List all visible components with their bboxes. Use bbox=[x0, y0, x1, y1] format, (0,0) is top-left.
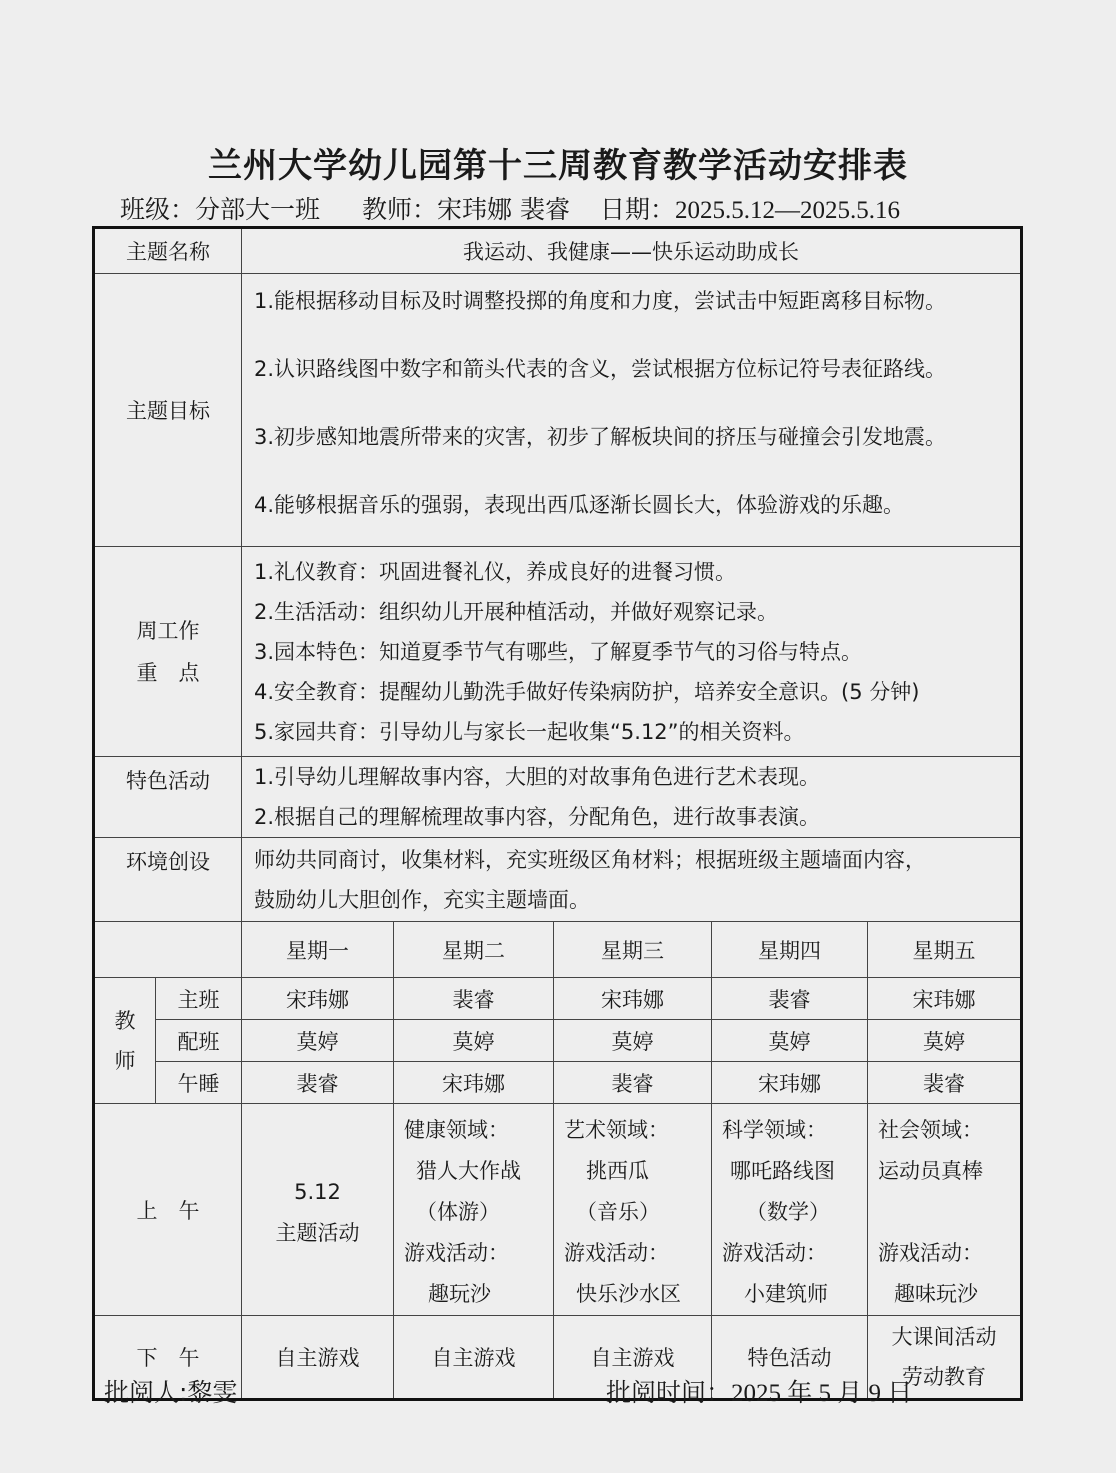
morning-label: 上 午 bbox=[94, 1104, 242, 1316]
teacher-name: 莫婷 bbox=[242, 1020, 394, 1062]
teacher-name: 裴睿 bbox=[394, 978, 554, 1020]
teacher-name: 莫婷 bbox=[394, 1020, 554, 1062]
weekly-focus-row bbox=[94, 547, 1022, 757]
class-label: 班级：分部大一班 bbox=[120, 195, 321, 224]
environment-label: 环境创设 bbox=[94, 838, 242, 922]
teacher-name: 宋玮娜 bbox=[712, 1062, 868, 1104]
morning-fri: 社会领域： 运动员真棒 游戏活动： 趣味玩沙 bbox=[868, 1104, 1022, 1316]
feature-label: 特色活动 bbox=[94, 757, 242, 838]
reviewer: 批阅人:黎雯 bbox=[104, 1378, 238, 1407]
feature-item: 1.引导幼儿理解故事内容，大胆的对故事角色进行艺术表现。 bbox=[254, 765, 821, 789]
teacher-name: 裴睿 bbox=[242, 1062, 394, 1104]
theme-name-row bbox=[94, 228, 1022, 274]
morning-mon: 5.12 主题活动 bbox=[242, 1104, 394, 1316]
afternoon-mon: 自主游戏 bbox=[242, 1316, 394, 1400]
weekly-item: 4.安全教育：提醒幼儿勤洗手做好传染病防护，培养安全意识。(5 分钟) bbox=[254, 679, 920, 704]
environment-text: 师幼共同商讨，收集材料，充实班级区角材料；根据班级主题墙面内容， 鼓励幼儿大胆创作，充实主题墙面。 bbox=[242, 838, 1022, 922]
role-label: 配班 bbox=[156, 1020, 242, 1062]
teacher-name: 宋玮娜 bbox=[394, 1062, 554, 1104]
teacher-row-main bbox=[94, 978, 1022, 1020]
teacher-name: 宋玮娜 bbox=[554, 978, 712, 1020]
morning-tue: 健康领域： 猎人大作战 （体游） 游戏活动： 趣玩沙 bbox=[394, 1104, 554, 1316]
teacher-name: 宋玮娜 bbox=[868, 978, 1022, 1020]
morning-wed: 艺术领域： 挑西瓜 （音乐） 游戏活动： 快乐沙水区 bbox=[554, 1104, 712, 1316]
teacher-name: 宋玮娜 bbox=[242, 978, 394, 1020]
teacher-name: 裴睿 bbox=[868, 1062, 1022, 1104]
theme-goals-row bbox=[94, 274, 1022, 547]
afternoon-fri: 大课间活动 劳动教育 bbox=[868, 1316, 1022, 1400]
goal-item: 2.认识路线图中数字和箭头代表的含义，尝试根据方位标记符号表征路线。 bbox=[254, 357, 947, 381]
feature-list bbox=[242, 757, 1022, 838]
weekly-focus-label: 周工作 重 点 bbox=[94, 547, 242, 757]
info-line bbox=[120, 190, 1020, 226]
afternoon-label: 下 午 bbox=[94, 1316, 242, 1400]
weekday-wed: 星期三 bbox=[554, 922, 712, 978]
teacher-name: 莫婷 bbox=[712, 1020, 868, 1062]
role-label: 主班 bbox=[156, 978, 242, 1020]
date-value: 2025.5.12—2025.5.16 bbox=[674, 197, 900, 224]
weekly-item: 3.园本特色：知道夏季节气有哪些，了解夏季节气的习俗与特点。 bbox=[254, 639, 863, 664]
weekday-mon: 星期一 bbox=[242, 922, 394, 978]
goal-item: 3.初步感知地震所带来的灾害，初步了解板块间的挤压与碰撞会引发地震。 bbox=[254, 425, 947, 449]
date-label: 日期： bbox=[599, 195, 675, 224]
schedule-table bbox=[92, 226, 1023, 1401]
teacher-row-nap bbox=[94, 1062, 1022, 1104]
feature-item: 2.根据自己的理解梳理故事内容，分配角色，进行故事表演。 bbox=[254, 805, 821, 829]
afternoon-thu: 特色活动 bbox=[712, 1316, 868, 1400]
weekday-tue: 星期二 bbox=[394, 922, 554, 978]
teacher-row-assist bbox=[94, 1020, 1022, 1062]
morning-row bbox=[94, 1104, 1022, 1316]
teacher-name: 裴睿 bbox=[712, 978, 868, 1020]
weekly-item: 2.生活活动：组织幼儿开展种植活动，并做好观察记录。 bbox=[254, 599, 779, 624]
weekday-header-row bbox=[94, 922, 1022, 978]
afternoon-wed: 自主游戏 bbox=[554, 1316, 712, 1400]
weekly-item: 5.家园共育：引导幼儿与家长一起收集“5.12”的相关资料。 bbox=[254, 719, 805, 744]
theme-goals-list bbox=[242, 274, 1022, 547]
theme-goals-label: 主题目标 bbox=[94, 274, 242, 547]
document-title: 兰州大学幼儿园第十三周教育教学活动安排表 bbox=[208, 146, 908, 186]
weekly-item: 1.礼仪教育：巩固进餐礼仪，养成良好的进餐习惯。 bbox=[254, 559, 737, 584]
teacher-label: 教师：宋玮娜 裴睿 bbox=[362, 195, 570, 224]
theme-name-label: 主题名称 bbox=[94, 228, 242, 274]
goal-item: 4.能够根据音乐的强弱，表现出西瓜逐渐长圆长大，体验游戏的乐趣。 bbox=[254, 493, 905, 517]
teacher-group-label: 教 师 bbox=[94, 978, 156, 1104]
environment-row bbox=[94, 838, 1022, 922]
feature-row bbox=[94, 757, 1022, 838]
morning-thu: 科学领域： 哪吒路线图 （数学） 游戏活动： 小建筑师 bbox=[712, 1104, 868, 1316]
weekday-thu: 星期四 bbox=[712, 922, 868, 978]
role-label: 午睡 bbox=[156, 1062, 242, 1104]
review-time bbox=[606, 1373, 912, 1409]
weekday-fri: 星期五 bbox=[868, 922, 1022, 978]
header-blank bbox=[94, 922, 242, 978]
teacher-name: 裴睿 bbox=[554, 1062, 712, 1104]
teacher-name: 莫婷 bbox=[868, 1020, 1022, 1062]
review-time-value: 2025 年 5 月 9 日 bbox=[731, 1380, 913, 1407]
teacher-name: 莫婷 bbox=[554, 1020, 712, 1062]
goal-item: 1.能根据移动目标及时调整投掷的角度和力度，尝试击中短距离移目标物。 bbox=[254, 289, 947, 313]
review-time-label: 批阅时间： bbox=[606, 1378, 732, 1407]
theme-name-value: 我运动、我健康——快乐运动助成长 bbox=[242, 228, 1022, 274]
afternoon-tue: 自主游戏 bbox=[394, 1316, 554, 1400]
weekly-focus-list bbox=[242, 547, 1022, 757]
